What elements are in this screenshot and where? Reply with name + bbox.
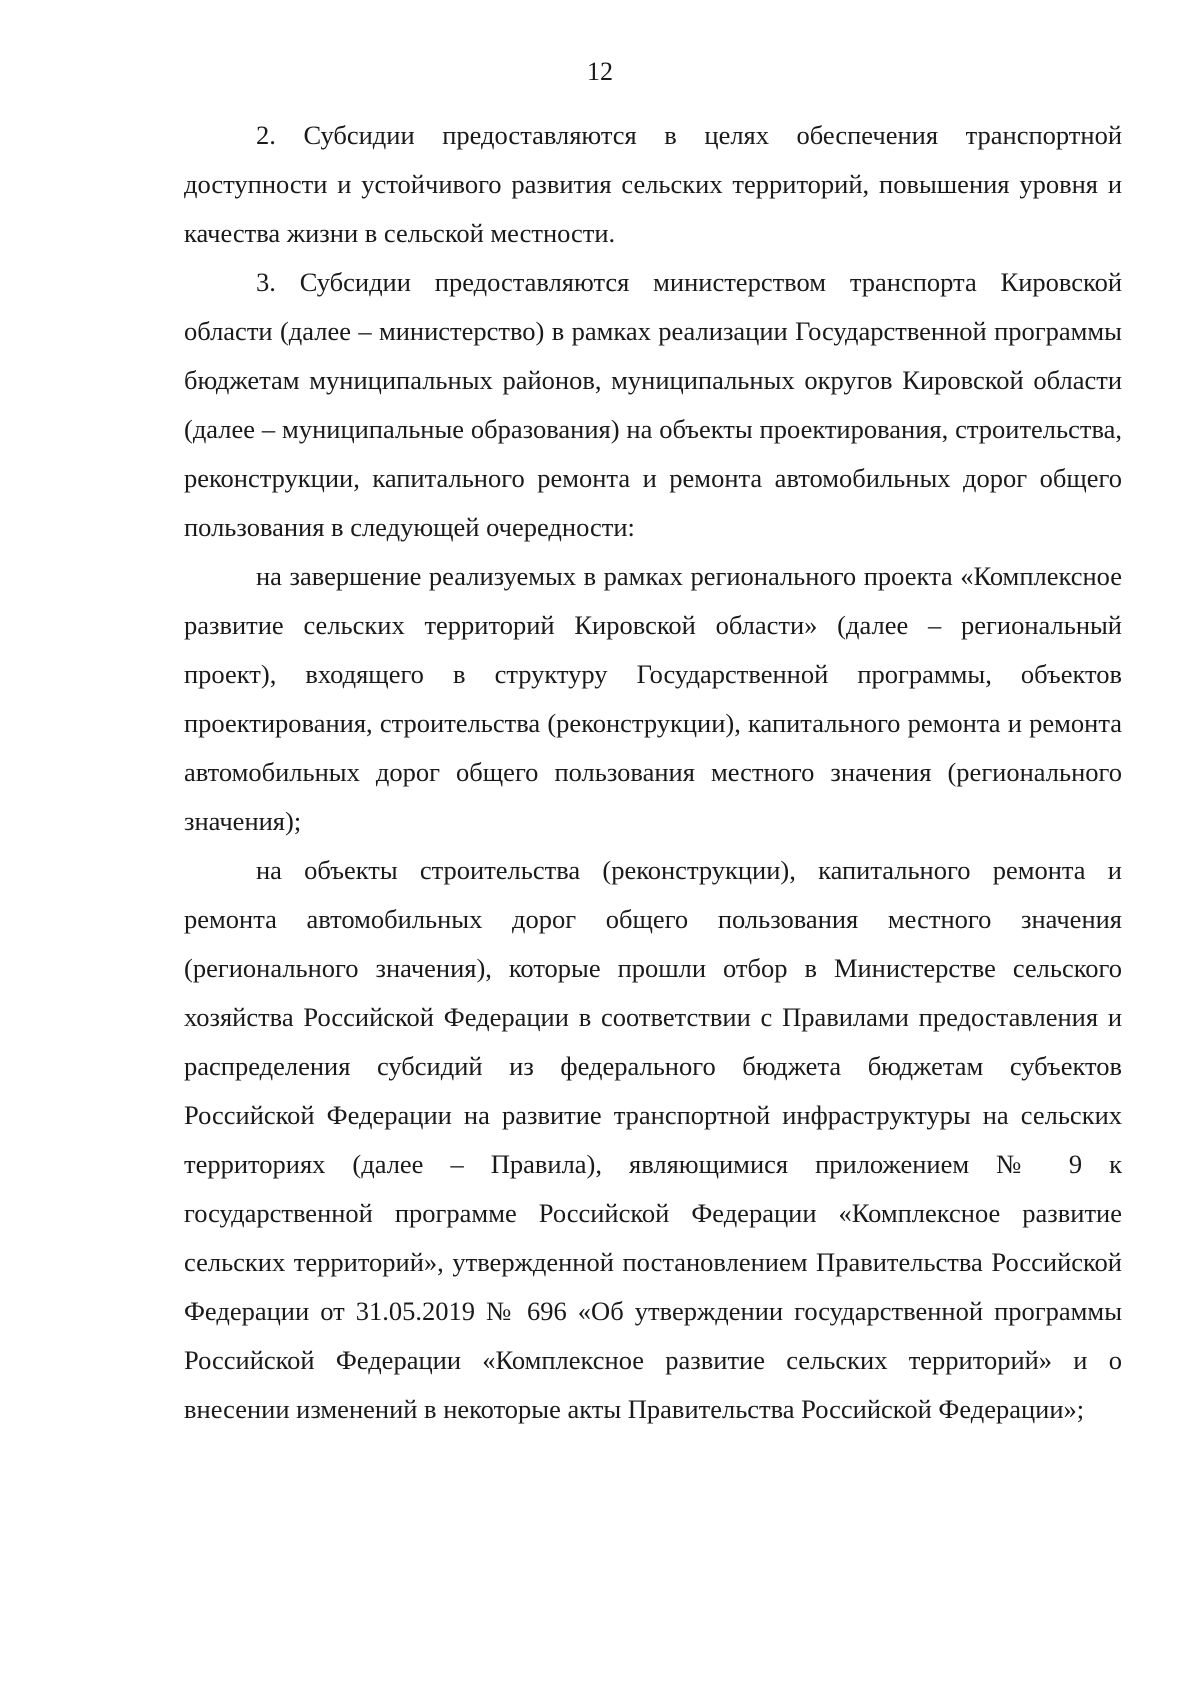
document-body xyxy=(184,111,1122,1434)
paragraph-2: 2. Субсидии предоставляются в целях обеспечения транспортной доступности и устойчивого развития сельских территорий, повышения уровня и качества жизни в сельской местности. xyxy=(184,120,1122,248)
paragraph-3: 3. Субсидии предоставляются министерством транспорта Кировской области (далее – министерство) в рамках реализации Государственной программы бюджетам муниципальных районов, муниципальных округов Кировской области (далее – муниципальные образования) на объекты проектирования, строительства, реконструкции, капитального ремонта и ремонта автомобильных дорог общего пользования в следующей очередности: xyxy=(184,267,1122,542)
page-number: 12 xyxy=(587,57,613,86)
paragraph-3-item-2: на объекты строительства (реконструкции), капитального ремонта и ремонта автомобильных дорог общего пользования местного значения (регионального значения), которые прошли отбор в Министерстве сельского хозяйства Российской Федерации в соответствии с Правилами предоставления и распределения субсидий из федерального бюджета бюджетам субъектов Российской Федерации на развитие транспортной инфраструктуры на сельских территориях (далее – Правила), являющимися приложением № 9 к государственной программе Российской Федерации «Комплексное развитие сельских территорий», утвержденной постановлением Правительства Российской Федерации от 31.05.2019 № 696 «Об утверждении государственной программы Российской Федерации «Комплексное развитие сельских территорий» и о внесении изменений в некоторые акты Правительства Российской Федерации»; xyxy=(184,855,1122,1424)
paragraph-3-item-1: на завершение реализуемых в рамках регионального проекта «Комплексное развитие сельских территорий Кировской области» (далее – региональный проект), входящего в структуру Государственной программы, объектов проектирования, строительства (реконструкции), капитального ремонта и ремонта автомобильных дорог общего пользования местного значения (регионального значения); xyxy=(184,561,1122,836)
